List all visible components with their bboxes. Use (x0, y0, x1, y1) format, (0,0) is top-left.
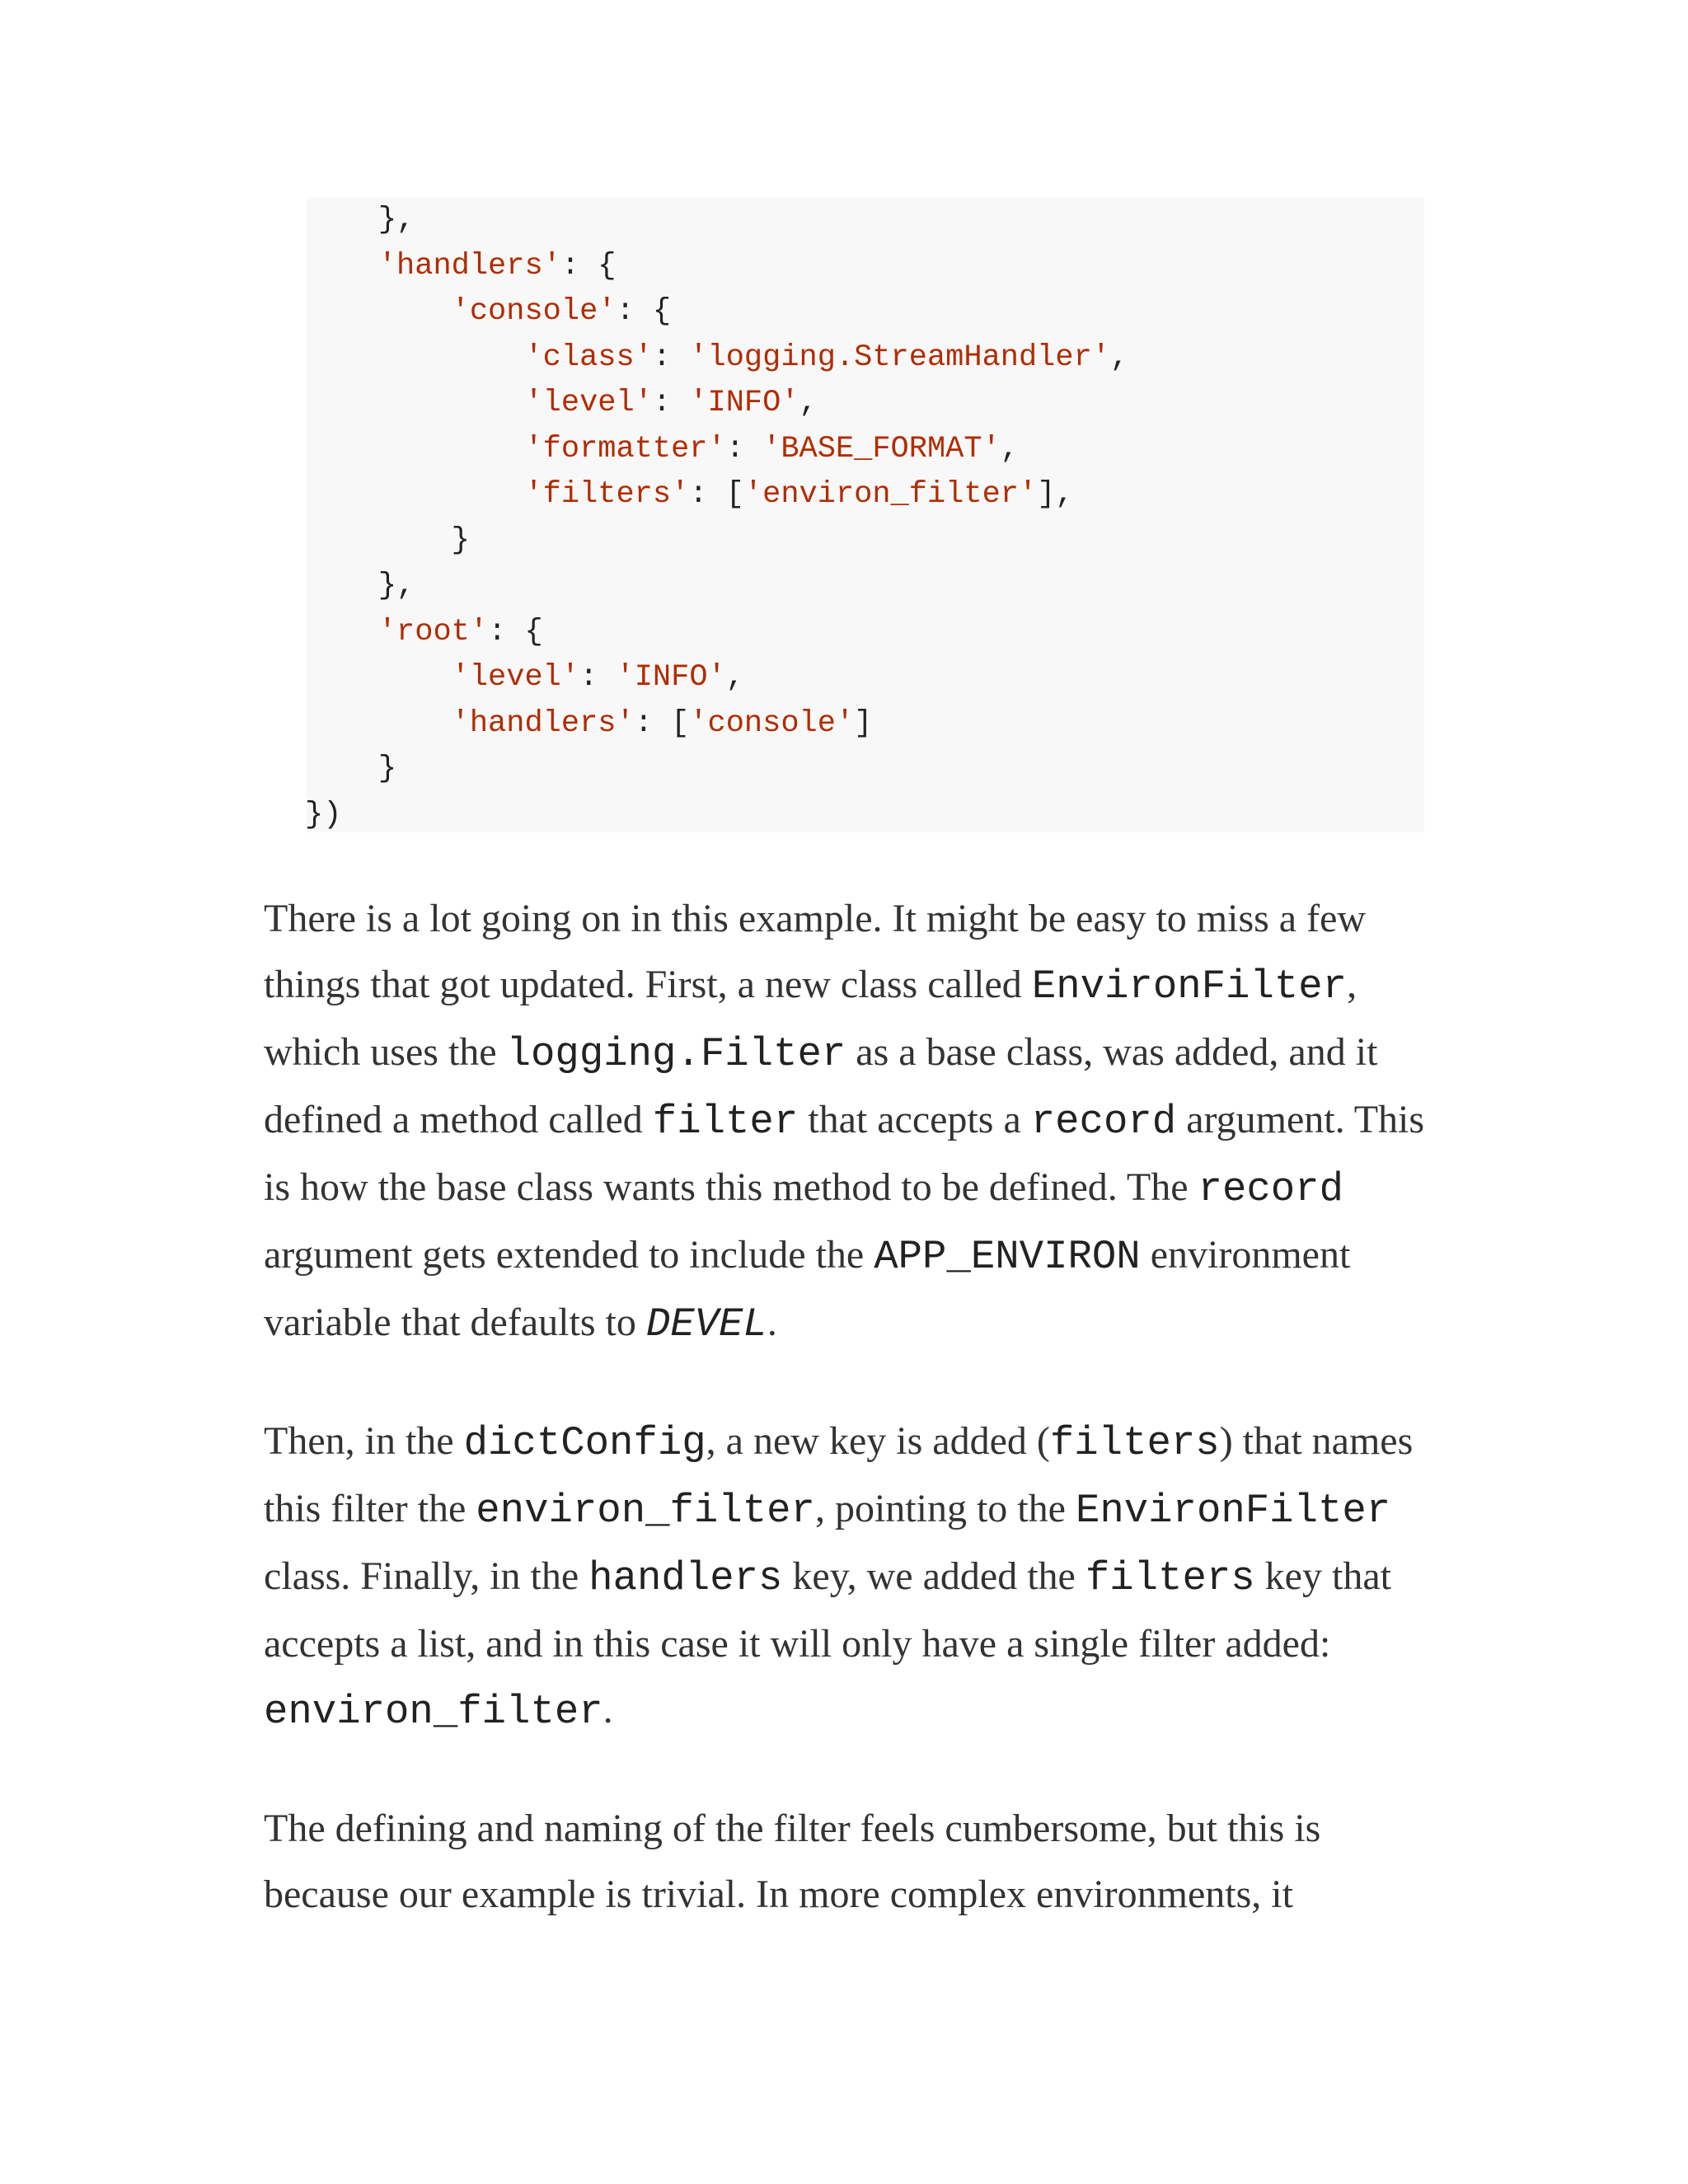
code-token (305, 386, 524, 420)
text-span: environment variable that defaults to (264, 1233, 1351, 1344)
text-span: . (767, 1301, 777, 1344)
code-string-token: 'INFO' (689, 386, 799, 420)
inline-code: APP_ENVIRON (874, 1234, 1141, 1280)
code-string-token: 'root' (377, 614, 489, 649)
code-token (305, 432, 524, 466)
inline-code: filters (1085, 1555, 1255, 1601)
code-token: : [ (689, 477, 744, 512)
text-span: There is a lot going on in this example. It might be easy to miss a few things that got updated. First, a new class called (264, 897, 1367, 1006)
code-line (305, 244, 1128, 290)
code-token (305, 294, 452, 329)
code-string-token: 'INFO' (616, 660, 726, 695)
code-token (305, 615, 378, 649)
code-token (305, 477, 524, 512)
inline-code: handlers (588, 1555, 783, 1601)
inline-code: DEVEL (645, 1301, 767, 1347)
code-token: : { (616, 294, 672, 329)
text-span: key, we added the (782, 1554, 1085, 1598)
inline-code: environ_filter (264, 1689, 603, 1735)
paragraph-2 (264, 1408, 1434, 1745)
code-line (305, 472, 1128, 518)
code-token: , (1110, 340, 1129, 375)
inline-code: record (1198, 1166, 1343, 1212)
code-listing (305, 198, 1128, 838)
code-string-token: 'console' (689, 705, 855, 741)
text-span: argument. This is how the base class wants this method to be defined. The (264, 1098, 1425, 1209)
text-span: class. Finally, in the (264, 1554, 589, 1598)
code-string-token: 'filters' (524, 477, 690, 512)
code-line (305, 655, 1128, 701)
code-token: }) (305, 797, 342, 832)
inline-code: dictConfig (463, 1420, 706, 1466)
text-span: argument gets extended to include the (264, 1233, 874, 1277)
code-line (305, 335, 1128, 382)
code-token: : { (488, 614, 543, 649)
text-span: ) that names this filter the (264, 1419, 1414, 1530)
code-token: : { (560, 248, 617, 284)
code-string-token: 'BASE_FORMAT' (762, 431, 1001, 466)
inline-code: record (1030, 1099, 1177, 1145)
code-string-token: 'class' (524, 340, 653, 375)
code-token: ] (854, 705, 873, 741)
code-token: : (579, 660, 617, 695)
code-token (305, 340, 524, 375)
code-line (305, 198, 1128, 244)
code-line (305, 564, 1128, 610)
code-token (305, 706, 452, 741)
code-string-token: 'handlers' (451, 705, 635, 741)
code-token: , (725, 660, 744, 695)
code-line (305, 610, 1128, 656)
text-span: . (603, 1688, 613, 1732)
code-token: : [ (634, 705, 690, 741)
code-token: ], (1037, 477, 1074, 512)
text-span: Then, in the (264, 1419, 464, 1463)
code-token: } (305, 752, 397, 786)
code-line (305, 793, 1128, 839)
emphasis (645, 1301, 767, 1347)
inline-code: logging.Filter (506, 1031, 846, 1077)
code-token (305, 660, 452, 695)
text-span: The defining and naming of the filter feels cumbersome, but this is because our example is trivial. In more complex environments, it (264, 1807, 1321, 1916)
code-token: }, (305, 203, 415, 237)
text-span: , which uses the (264, 963, 1357, 1074)
paragraph-1 (264, 886, 1434, 1357)
inline-code: filters (1049, 1420, 1220, 1466)
code-string-token: 'logging.StreamHandler' (689, 340, 1110, 375)
code-string-token: 'console' (451, 294, 617, 329)
code-token (305, 249, 378, 284)
code-line (305, 289, 1128, 335)
code-line (305, 701, 1128, 748)
code-token: : (652, 340, 690, 375)
code-string-token: 'level' (524, 386, 653, 420)
code-string-token: 'level' (451, 660, 580, 695)
inline-code: filter (652, 1099, 799, 1145)
body-text (264, 886, 1434, 1979)
text-span: , a new key is added ( (706, 1419, 1050, 1463)
code-string-token: 'environ_filter' (743, 477, 1038, 512)
inline-code: EnvironFilter (1031, 963, 1348, 1010)
code-token: : (725, 431, 763, 466)
text-span: that accepts a (798, 1098, 1031, 1141)
code-string-token: 'handlers' (377, 248, 561, 284)
code-string-token: 'formatter' (524, 431, 726, 466)
code-line (305, 381, 1128, 427)
code-token: , (1000, 431, 1019, 466)
text-span: as a base class, was added, and it defined a method called (264, 1030, 1378, 1141)
code-line (305, 747, 1128, 793)
inline-code: EnvironFilter (1075, 1488, 1391, 1534)
text-span: key that accepts a list, and in this case it will only have a single filter added: (264, 1554, 1391, 1666)
code-token: , (799, 386, 818, 420)
code-token: }, (305, 569, 415, 603)
text-span: , pointing to the (814, 1487, 1076, 1530)
inline-code: environ_filter (476, 1488, 815, 1534)
code-line (305, 427, 1128, 473)
code-line (305, 518, 1128, 565)
paragraph-3 (264, 1796, 1434, 1928)
code-token: } (305, 523, 470, 558)
code-token: : (652, 386, 690, 420)
